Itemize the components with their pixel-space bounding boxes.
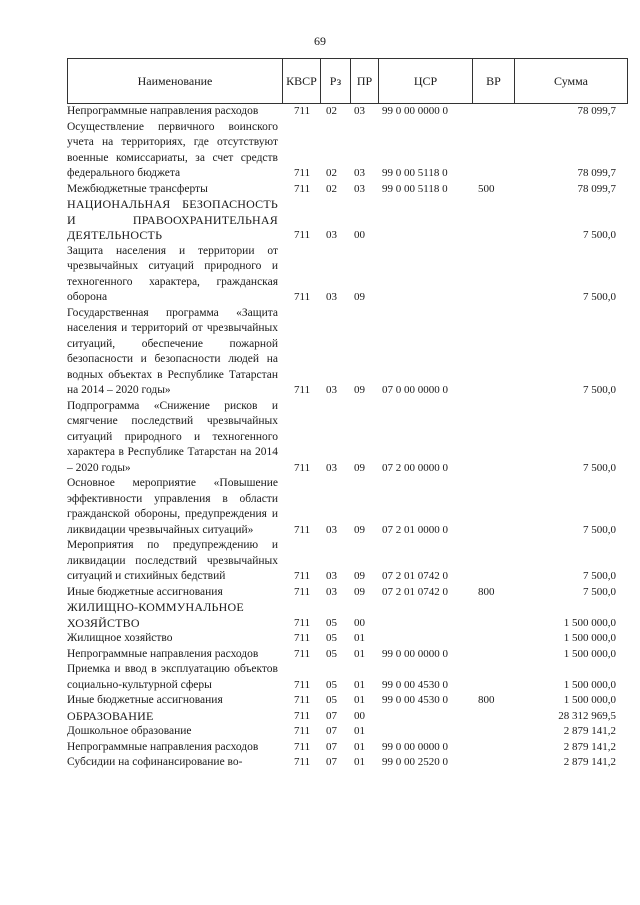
header-vr: ВР (473, 59, 515, 103)
row-sum: 1 500 000,0 (563, 632, 616, 644)
row-kvsr: 711 (294, 461, 311, 474)
row-name: Дошкольное образование (67, 725, 192, 737)
row-kvsr: 711 (294, 570, 311, 582)
row-name: Основное мероприятие «Повышение эффективности управления в области гражданской обороны, предупреждения и ликвидации чрезвычайных ситуаций» (67, 477, 278, 536)
header-csr: ЦСР (379, 59, 473, 103)
row-kvsr: 711 (294, 384, 311, 396)
row-rz: 05 (326, 616, 337, 629)
row-csr: 99 0 00 5118 0 (382, 182, 448, 195)
header-sum: Сумма (554, 73, 588, 88)
row-rz: 07 (326, 725, 337, 737)
row-sum: 78 099,7 (577, 167, 616, 179)
row-rz: 03 (326, 523, 337, 536)
row-pr: 09 (354, 523, 365, 536)
row-csr: 99 0 00 0000 0 (382, 647, 448, 660)
row-pr: 00 (354, 229, 365, 241)
row-pr: 01 (354, 647, 365, 660)
table-row (67, 693, 628, 709)
row-rz: 03 (326, 229, 337, 241)
table-row (67, 104, 628, 120)
header-name: Наименование (68, 59, 283, 103)
row-pr: 00 (354, 616, 365, 629)
row-kvsr: 711 (294, 740, 311, 753)
row-sum: 2 879 141,2 (563, 740, 616, 753)
row-name: Защита населения и территории от чрезвычайных ситуаций природного и техногенного характера, гражданская оборона (67, 244, 278, 303)
row-csr: 07 0 00 0000 0 (382, 384, 448, 396)
row-rz: 07 (326, 709, 337, 722)
row-sum: 7 500,0 (583, 461, 616, 474)
row-kvsr: 711 (294, 678, 311, 691)
row-vr: 800 (478, 585, 495, 598)
row-kvsr: 711 (294, 632, 311, 644)
row-csr: 99 0 00 2520 0 (382, 756, 448, 768)
row-sum: 2 879 141,2 (563, 725, 616, 737)
row-name: Иные бюджетные ассигнования (67, 585, 223, 598)
row-name: Осуществление первичного воинского учета на территориях, где отсутствуют военные комиссариаты, за счет средств федерального бюджета (67, 120, 278, 179)
row-pr: 01 (354, 694, 365, 706)
row-csr: 07 2 00 0000 0 (382, 461, 448, 474)
row-csr: 07 2 01 0742 0 (382, 585, 448, 598)
row-sum: 7 500,0 (583, 229, 616, 241)
row-name: Непрограммные направления расходов (67, 105, 259, 117)
row-name: ОБРАЗОВАНИЕ (67, 708, 154, 723)
row-csr: 99 0 00 4530 0 (382, 678, 448, 691)
row-csr: 99 0 00 5118 0 (382, 167, 448, 179)
row-rz: 05 (326, 632, 337, 644)
row-rz: 03 (326, 585, 337, 598)
row-rz: 05 (326, 647, 337, 660)
table-row (67, 120, 628, 182)
row-name: Подпрограмма «Снижение рисков и смягчение последствий чрезвычайных ситуаций природного и техногенного характера в Республике Татарстан на 2014 – 2020 годы» (67, 399, 278, 474)
row-kvsr: 711 (294, 694, 311, 706)
table-row (67, 631, 628, 647)
row-name: Приемка и ввод в эксплуатацию объектов социально-культурной сферы (67, 663, 278, 691)
table-body (67, 104, 628, 771)
row-sum: 7 500,0 (583, 523, 616, 536)
row-sum: 28 312 969,5 (558, 709, 616, 722)
row-vr: 800 (478, 694, 495, 706)
table-row (67, 662, 628, 693)
row-sum: 7 500,0 (583, 291, 616, 303)
row-pr: 03 (354, 167, 365, 179)
row-kvsr: 711 (294, 585, 311, 598)
row-rz: 02 (326, 167, 337, 179)
row-pr: 09 (354, 291, 365, 303)
row-csr: 07 2 01 0742 0 (382, 570, 448, 582)
row-kvsr: 711 (294, 647, 311, 660)
row-rz: 07 (326, 756, 337, 768)
row-name: НАЦИОНАЛЬНАЯ БЕЗОПАСНОСТЬ И ПРАВООХРАНИТЕЛЬНАЯ ДЕЯТЕЛЬНОСТЬ (67, 197, 278, 242)
row-pr: 09 (354, 585, 365, 598)
table-row (67, 709, 628, 725)
row-csr: 99 0 00 0000 0 (382, 740, 448, 753)
header-kvsr: КВСР (283, 59, 321, 103)
table-row (67, 538, 628, 585)
table-header (67, 58, 628, 104)
header-pr: ПР (351, 59, 379, 103)
row-kvsr: 711 (294, 616, 311, 629)
row-rz: 02 (326, 182, 337, 195)
row-pr: 09 (354, 570, 365, 582)
table-row (67, 306, 628, 399)
row-pr: 09 (354, 461, 365, 474)
row-name: Иные бюджетные ассигнования (67, 694, 223, 706)
row-pr: 01 (354, 725, 365, 737)
row-rz: 07 (326, 740, 337, 753)
row-kvsr: 711 (294, 709, 311, 722)
row-rz: 05 (326, 694, 337, 706)
row-name: Непрограммные направления расходов (67, 740, 259, 753)
row-pr: 09 (354, 384, 365, 396)
row-sum: 78 099,7 (577, 105, 616, 117)
row-kvsr: 711 (294, 105, 311, 117)
table-row (67, 585, 628, 601)
table-row (67, 244, 628, 306)
row-kvsr: 711 (294, 756, 311, 768)
table-row (67, 197, 628, 244)
row-sum: 1 500 000,0 (563, 647, 616, 660)
row-kvsr: 711 (294, 182, 311, 195)
row-rz: 03 (326, 384, 337, 396)
row-pr: 01 (354, 756, 365, 768)
row-name: Субсидии на софинансирование во- (67, 756, 243, 768)
row-kvsr: 711 (294, 291, 311, 303)
row-sum: 7 500,0 (583, 570, 616, 582)
row-sum: 1 500 000,0 (563, 678, 616, 691)
table-row (67, 182, 628, 198)
row-rz: 02 (326, 105, 337, 117)
row-pr: 01 (354, 632, 365, 644)
row-kvsr: 711 (294, 167, 311, 179)
row-csr: 99 0 00 0000 0 (382, 105, 448, 117)
row-rz: 03 (326, 291, 337, 303)
table-row (67, 399, 628, 477)
row-kvsr: 711 (294, 229, 311, 241)
row-pr: 03 (354, 105, 365, 117)
row-pr: 03 (354, 182, 365, 195)
row-pr: 00 (354, 709, 365, 722)
row-vr: 500 (478, 182, 495, 195)
page-number: 69 (314, 34, 326, 48)
row-rz: 05 (326, 678, 337, 691)
row-name: Межбюджетные трансферты (67, 182, 208, 195)
row-sum: 7 500,0 (583, 585, 616, 598)
row-name: Непрограммные направления расходов (67, 647, 259, 660)
table-row (67, 755, 628, 771)
row-sum: 7 500,0 (583, 384, 616, 396)
row-sum: 1 500 000,0 (563, 694, 616, 706)
row-rz: 03 (326, 461, 337, 474)
row-sum: 78 099,7 (577, 182, 616, 195)
row-pr: 01 (354, 678, 365, 691)
row-name: Государственная программа «Защита населения и территорий от чрезвычайных ситуаций, обеспечение пожарной безопасности и безопасности людей на водных объектах в Республике Татарстан на 2014 – 2020 годы» (67, 306, 278, 396)
row-name: ЖИЛИЩНО-КОММУНАЛЬНОЕ ХОЗЯЙСТВО (67, 600, 244, 630)
header-rz: Рз (321, 59, 351, 103)
row-rz: 03 (326, 570, 337, 582)
table-row (67, 724, 628, 740)
row-kvsr: 711 (294, 523, 311, 536)
row-sum: 1 500 000,0 (563, 616, 616, 629)
table-row (67, 476, 628, 538)
row-csr: 99 0 00 4530 0 (382, 694, 448, 706)
table-row (67, 740, 628, 756)
row-sum: 2 879 141,2 (563, 756, 616, 768)
row-name: Жилищное хозяйство (67, 632, 173, 644)
table-row (67, 647, 628, 663)
row-name: Мероприятия по предупреждению и ликвидации последствий чрезвычайных ситуаций и стихийных бедствий (67, 539, 278, 582)
row-csr: 07 2 01 0000 0 (382, 523, 448, 536)
table-row (67, 600, 628, 631)
row-kvsr: 711 (294, 725, 311, 737)
row-pr: 01 (354, 740, 365, 753)
